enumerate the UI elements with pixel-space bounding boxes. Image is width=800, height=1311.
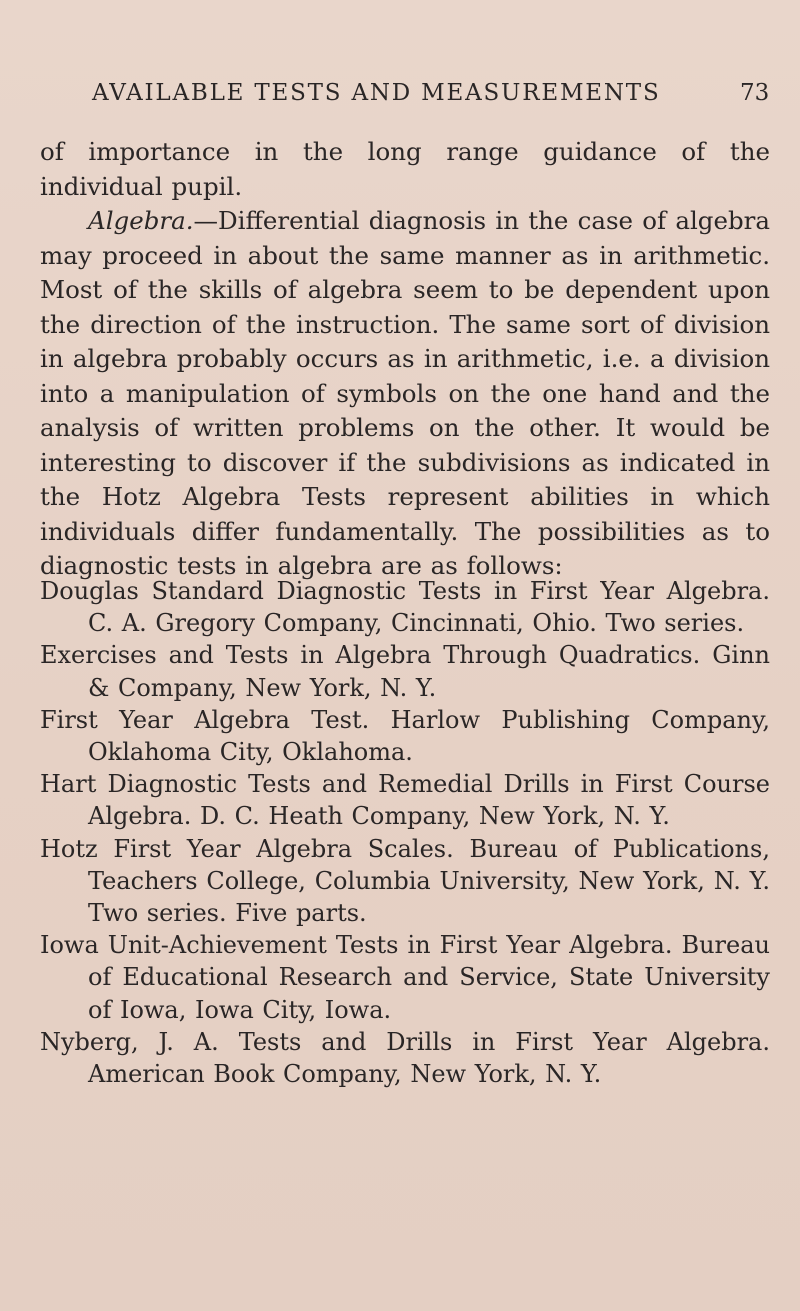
reference-item: Hotz First Year Algebra Scales. Bureau of Publications, Teachers College, Columbia University, New York, N. Y. Two series. Five parts.: [40, 834, 770, 928]
reference-item: First Year Algebra Test. Harlow Publishing Company, Oklahoma City, Oklahoma.: [40, 705, 770, 767]
run-in-heading: Algebra.: [88, 206, 194, 235]
paragraph-algebra-text: —Differential diagnosis in the case of algebra may proceed in about the same manner as in arithmetic. Most of the skills of algebra seem to be dependent upon the direction of the instruction. The same sort of division in algebra probably occurs as in arithmetic, i.e. a division into a manipulation of symbols on the one hand and the analysis of written problems on the other. It would be interesting to discover if the subdivisions as indicated in the Hotz Algebra Tests represent abilities in which individuals differ fundamentally. The possibilities as to diagnostic tests in algebra are as follows:: [40, 206, 770, 580]
reference-list: [40, 575, 770, 1090]
page-number: 73: [740, 80, 770, 106]
paragraph-continuation: of importance in the long range guidance of the individual pupil.: [40, 137, 770, 201]
reference-item: Exercises and Tests in Algebra Through Quadratics. Ginn & Company, New York, N. Y.: [40, 641, 770, 702]
running-title: AVAILABLE TESTS AND MEASUREMENTS: [92, 80, 661, 106]
reference-item: Nyberg, J. A. Tests and Drills in First Year Algebra. American Book Company, New York, N. Y.: [40, 1027, 770, 1089]
body-text: [40, 135, 770, 584]
reference-item: Douglas Standard Diagnostic Tests in First Year Algebra. C. A. Gregory Company, Cincinnati, Ohio. Two series.: [40, 577, 770, 638]
paragraph-algebra: [40, 204, 770, 584]
reference-item: Hart Diagnostic Tests and Remedial Drills in First Course Algebra. D. C. Heath Company, New York, N. Y.: [40, 770, 770, 831]
running-head: [0, 80, 800, 120]
reference-item: Iowa Unit-Achievement Tests in First Year Algebra. Bureau of Educational Research and Service, State University of Iowa, Iowa City, Iowa.: [40, 931, 770, 1024]
